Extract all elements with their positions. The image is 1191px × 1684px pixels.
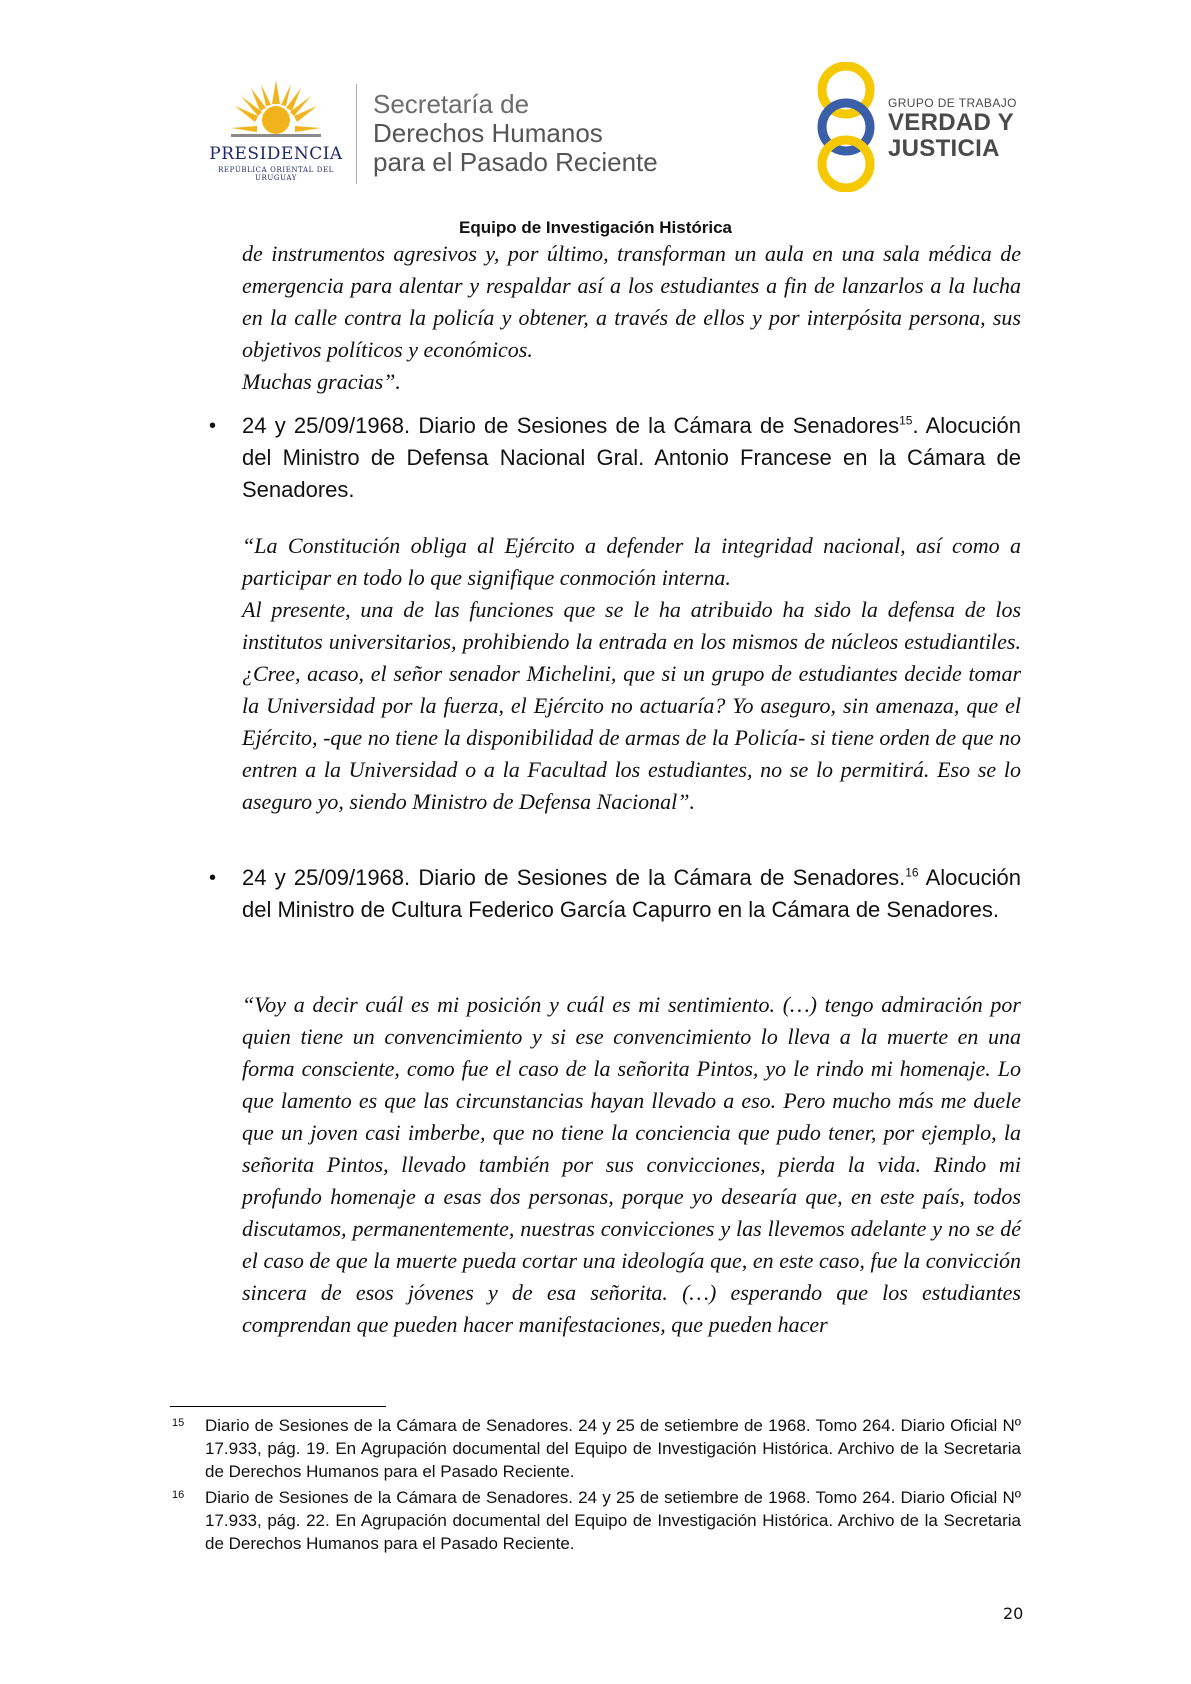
sun-icon bbox=[231, 78, 321, 144]
gtvj-subtitle: GRUPO DE TRABAJO bbox=[888, 96, 1017, 110]
bullet-icon: • bbox=[209, 415, 217, 437]
page-header bbox=[0, 0, 1191, 215]
presidencia-logo bbox=[196, 78, 356, 188]
footnote-text: Diario de Sesiones de la Cámara de Senadores. 24 y 25 de setiembre de 1968. Tomo 264. Diario Oficial Nº 17.933, pág. 19. En Agrupación documental del Equipo de Investigación Histórica. Archivo de la Secretaria de Derechos Humanos para el Pasado Reciente. bbox=[205, 1416, 1021, 1481]
footnote-ref[interactable]: 15 bbox=[899, 413, 913, 428]
quote-paragraph: “Voy a decir cuál es mi posición y cuál es mi sentimiento. (…) tengo admiración por quien tiene un convencimiento y si ese convencimiento lo lleva a la muerte en una forma consciente, como fue el caso de la señorita Pintos, yo le rindo mi homenaje. Lo que lamento es que las circunstancias hayan llevado a eso. Pero mucho más me duele que un joven casi imberbe, que no tiene la conciencia que pudo tener, por ejemplo, la señorita Pintos, llevado también por sus convicciones, pierda la vida. Rindo mi profundo homenaje a esas dos personas, porque yo desearía que, en este país, todos discutamos, permanentemente, nuestras convicciones y las llevemos adelante y no se dé el caso de que la muerte pueda cortar una ideología que, en este caso, fue la convicción sincera de esos jóvenes y de esa señorita. (…) esperando que los estudiantes comprendan que pueden hacer manifestaciones, que pueden hacer bbox=[242, 992, 1021, 1337]
quote-block-3 bbox=[242, 989, 1021, 1341]
verdad-justicia-logo-text bbox=[888, 96, 1017, 162]
footnote-separator bbox=[170, 1406, 386, 1407]
quote-block-2 bbox=[242, 530, 1021, 818]
list-item-senado-2 bbox=[209, 862, 1021, 926]
team-title: Equipo de Investigación Histórica bbox=[459, 218, 732, 237]
footnote-number: 16 bbox=[172, 1489, 185, 1501]
gtvj-line-1: VERDAD Y bbox=[888, 109, 1014, 136]
quote-paragraph: Al presente, una de las funciones que se le ha atribuido ha sido la defensa de los institutos universitarios, prohibiendo la entrada en los mismos de núcleos estudiantiles. ¿Cree, acaso, el señor senador Michelini, que si un grupo de estudiantes decide tomar la Universidad por la fuerza, el Ejército no actuaría? Yo aseguro, sin amenaza, que el Ejército, -que no tiene la disponibilidad de armas de la Policía- si tiene orden de que no entren a la Universidad o a la Facultad los estudiantes, no se lo permitirá. Eso se lo aseguro yo, siendo Ministro de Defensa Nacional”. bbox=[242, 597, 1021, 814]
secretaria-line-2: Derechos Humanos bbox=[373, 118, 603, 148]
entry-rest: . Alocución del Ministro de Defensa Nacional Gral. Antonio Francese en la Cámara de Senadores. bbox=[242, 413, 1021, 502]
entry-lead: 24 y 25/09/1968. Diario de Sesiones de la Cámara de Senadores. bbox=[242, 865, 906, 890]
quote-paragraph: Muchas gracias”. bbox=[242, 369, 401, 394]
presidencia-label: PRESIDENCIA bbox=[209, 144, 343, 164]
footnote-15 bbox=[170, 1414, 1021, 1483]
bullet-icon: • bbox=[209, 867, 217, 889]
list-item-senado-1 bbox=[209, 410, 1021, 506]
quote-paragraph: de instrumentos agresivos y, por último, transforman un aula en una sala médica de emergencia para alentar y respaldar así a los estudiantes a fin de lanzarlos a la lucha en la calle contra la policía y obtener, a través de ellos y por interpósita persona, sus objetivos políticos y económicos. bbox=[242, 241, 1021, 362]
logo-divider bbox=[356, 84, 357, 184]
republica-label: REPÚBLICA ORIENTAL DEL URUGUAY bbox=[218, 166, 334, 182]
footnote-text: Diario de Sesiones de la Cámara de Senadores. 24 y 25 de setiembre de 1968. Tomo 264. Diario Oficial Nº 17.933, pág. 22. En Agrupación documental del Equipo de Investigación Histórica. Archivo de la Secretaria de Derechos Humanos para el Pasado Reciente. bbox=[205, 1488, 1021, 1553]
quote-paragraph: “La Constitución obliga al Ejército a defender la integridad nacional, así como a participar en todo lo que signifique conmoción interna. bbox=[242, 533, 1021, 590]
entry-text bbox=[242, 862, 1021, 926]
entry-lead: 24 y 25/09/1968. Diario de Sesiones de la Cámara de Senadores bbox=[242, 413, 900, 438]
footnote-number: 15 bbox=[172, 1417, 185, 1429]
page-number: 20 bbox=[1003, 1604, 1024, 1623]
secretaria-line-3: para el Pasado Reciente bbox=[373, 147, 658, 177]
footnote-16 bbox=[170, 1486, 1021, 1555]
footnote-ref[interactable]: 16 bbox=[905, 865, 919, 880]
gtvj-line-2: JUSTICIA bbox=[888, 135, 1000, 162]
entry-text bbox=[242, 410, 1021, 506]
entry-rest: Alocución del Ministro de Cultura Federico García Capurro en la Cámara de Senadores. bbox=[242, 865, 1021, 922]
secretaria-line-1: Secretaría de bbox=[373, 89, 530, 119]
secretaria-logo-text bbox=[373, 90, 658, 177]
quote-block-1 bbox=[242, 238, 1021, 398]
